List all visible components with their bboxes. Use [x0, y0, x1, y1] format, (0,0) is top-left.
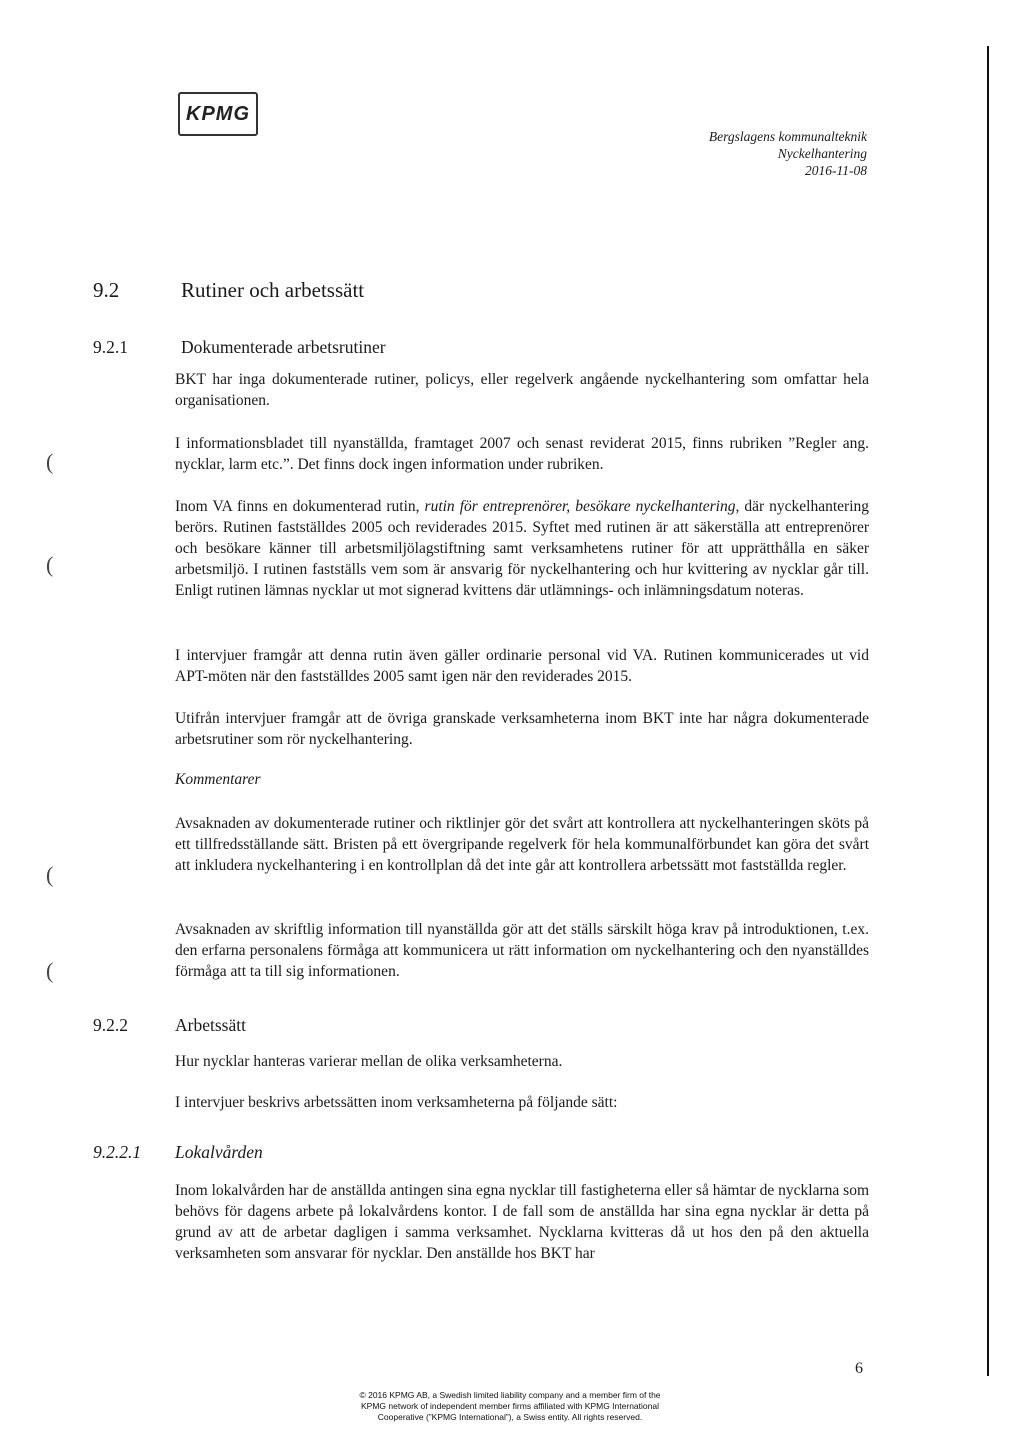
paragraph: Inom lokalvården har de anställda antingen sina egna nycklar till fastigheterna eller så hämtar de nycklarna som behövs för dagens arbete på lokalvårdens kontor. I de fall som de anställda har sina egna nycklar är detta på grund av att de arbetar dagligen i samma verksamhet. Nycklarna kvitteras då ut hos den på den aktuella verksamheten som ansvarar för nycklar. Den anställde hos BKT har	[175, 1182, 869, 1262]
copyright-footer	[300, 1390, 720, 1423]
subsection-number: 9.2.1	[93, 337, 128, 357]
paragraph: Avsaknaden av skriftlig information till nyanställda gör att det ställs särskilt höga krav på introduktionen, t.ex. den erfarna personalens förmåga att kommunicera ut rätt information om nyckelhantering och den nyanställdes förmåga att ta till sig informationen.	[175, 921, 869, 980]
paragraph: I informationsbladet till nyanställda, framtaget 2007 och senast reviderat 2015, finns rubriken ”Regler ang. nycklar, larm etc.”. Det finns dock ingen information under rubriken.	[175, 435, 869, 473]
margin-mark: (	[46, 862, 54, 887]
paragraph: Avsaknaden av dokumenterade rutiner och riktlinjer gör det svårt att kontrollera att nyckelhanteringen sköts på ett tillfredsställande sätt. Bristen på ett övergripande regelverk för hela kommunalförbundet kan göra det svårt att inkludera nyckelhantering i en kontrollplan då det inte går att kontrollera arbetssätt mot fastställda regler.	[175, 815, 869, 874]
paragraph: BKT har inga dokumenterade rutiner, policys, eller regelverk angående nyckelhantering som omfattar hela organisationen.	[175, 371, 869, 409]
subsection-title: Dokumenterade arbetsrutiner	[181, 337, 386, 357]
section-number: 9.2	[93, 278, 120, 302]
paragraph-text: , där nyckelhantering berörs. Rutinen fastställdes 2005 och reviderades 2015. Syftet med rutinen är att säkerställa att entreprenörer och besökare känner till arbetsmiljölagstiftning samt verksamhetens rutiner för att upprätthålla en säker arbetsmiljö. I rutinen fastställs vem som är ansvarig för nyckelhantering och hur kvittering av nycklar går till. Enligt rutinen lämnas nycklar ut mot signerad kvittens där utlämnings- och inlämningsdatum noteras.	[175, 498, 870, 599]
right-margin-rule	[987, 46, 989, 1376]
footer-line: KPMG network of independent member firms affiliated with KPMG International	[361, 1401, 659, 1411]
page-number: 6	[855, 1360, 863, 1377]
margin-mark: (	[46, 449, 54, 474]
section-title: Rutiner och arbetssätt	[181, 278, 365, 302]
paragraph: Utifrån intervjuer framgår att de övriga granskade verksamheterna inom BKT inte har några dokumenterade arbetsrutiner som rör nyckelhantering.	[175, 710, 869, 748]
subsection-title: Lokalvården	[175, 1142, 263, 1162]
comments-heading: Kommentarer	[175, 771, 261, 788]
footer-line: © 2016 KPMG AB, a Swedish limited liability company and a member firm of the	[359, 1390, 661, 1400]
margin-mark: (	[46, 958, 54, 983]
footer-line: Cooperative (”KPMG International”), a Swiss entity. All rights reserved.	[377, 1412, 643, 1422]
page-header	[709, 128, 867, 179]
paragraph: I intervjuer framgår att denna rutin även gäller ordinarie personal vid VA. Rutinen kommunicerades ut vid APT-möten när den fastställdes 2005 samt igen när den reviderades 2015.	[175, 647, 869, 685]
routine-name: rutin för entreprenörer, besökare nyckelhantering	[424, 498, 736, 515]
subsection-number: 9.2.2	[93, 1015, 128, 1035]
header-subject: Nyckelhantering	[777, 146, 867, 161]
subsection-number: 9.2.2.1	[93, 1142, 142, 1162]
paragraph-text: Inom VA finns en dokumenterad rutin,	[175, 498, 425, 515]
kpmg-logo: KPMG	[178, 92, 258, 136]
paragraph	[175, 496, 869, 601]
paragraph: Hur nycklar hanteras varierar mellan de olika verksamheterna.	[175, 1053, 563, 1070]
header-org: Bergslagens kommunalteknik	[708, 129, 867, 144]
paragraph: I intervjuer beskrivs arbetssätten inom verksamheterna på följande sätt:	[175, 1094, 618, 1111]
subsection-title: Arbetssätt	[175, 1015, 246, 1035]
margin-mark: (	[46, 552, 54, 577]
header-date: 2016-11-08	[805, 163, 867, 178]
